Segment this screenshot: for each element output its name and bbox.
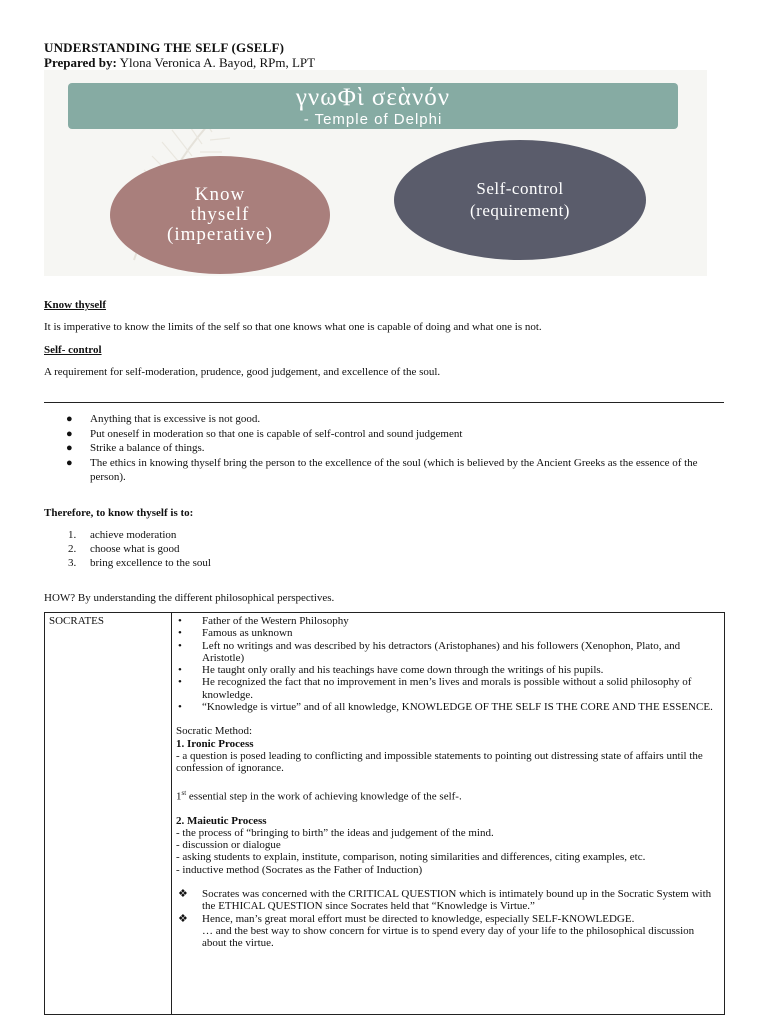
philosopher-details [172, 613, 725, 1015]
list-item: 2. choose what is good [68, 543, 180, 555]
list-item: ❖ Socrates was concerned with the CRITICAL QUESTION which is intimately bound up in the Socratic System with the ETHICAL QUESTION since Socrates held that “Knowledge is Virtue.” [178, 888, 712, 913]
maieutic-line: - discussion or dialogue [176, 839, 281, 852]
list-item: ● Anything that is excessive is not good. [66, 413, 261, 425]
know-thyself-oval [110, 156, 330, 274]
list-item: • He taught only orally and his teachings have come down through the writings of his pupils. [178, 664, 604, 677]
greek-inscription: γνωΦὶ σεὰνόν [295, 84, 451, 111]
ironic-process-title: 1. Ironic Process [176, 737, 254, 750]
greek-title-bar [68, 83, 678, 129]
closing-text: … and the best way to show concern for virtue is to spend every day of your life to the philosophical discussion about the virtue. [202, 924, 695, 950]
oval2-line2: (requirement) [470, 201, 570, 220]
socrates-facts [176, 615, 720, 713]
method-label: Socratic Method: [176, 725, 253, 738]
diamond-list [176, 888, 720, 949]
oval2-line1: Self-control [476, 179, 564, 198]
know-thyself-text: It is imperative to know the limits of the self so that one knows what one is capable of doing and what one is not. [44, 321, 542, 333]
philosopher-name: SOCRATES [45, 613, 172, 1015]
self-control-heading: Self- control [44, 344, 102, 356]
self-control-oval [394, 140, 646, 260]
maieutic-line: - inductive method (Socrates as the Father of Induction) [176, 863, 423, 876]
divider [44, 402, 724, 403]
prepared-by [44, 55, 315, 71]
ironic-process-text: - a question is posed leading to conflicting and impossible statements to pointing out distressing state of affairs until the confession of ignorance. [176, 749, 703, 775]
list-item: • Famous as unknown [178, 627, 293, 640]
prepared-label: Prepared by: [44, 55, 117, 70]
moderation-bullet-list [44, 412, 724, 485]
oval1-line3: (imperative) [167, 224, 273, 245]
delphi-banner [44, 70, 707, 276]
list-item: • “Knowledge is virtue” and of all knowledge, KNOWLEDGE OF THE SELF IS THE CORE AND THE ESSENCE. [178, 701, 713, 714]
oval1-line2: thyself [190, 204, 250, 225]
list-item: 1. achieve moderation [68, 529, 177, 541]
list-item: ● Put oneself in moderation so that one is capable of self-control and sound judgement [66, 427, 463, 440]
first-step-text: 1st essential step in the work of achieving knowledge of the self-. [176, 788, 462, 803]
maieutic-line: - the process of “bringing to birth” the ideas and judgement of the mind. [176, 826, 494, 839]
list-item: • Left no writings and was described by his detractors (Aristophanes) and his followers (Xenophon, Plato, and Aristotle) [178, 639, 681, 664]
therefore-numbered-list [44, 528, 211, 570]
table-row [45, 613, 725, 1015]
know-thyself-heading: Know thyself [44, 299, 107, 311]
list-item: ● Strike a balance of things. [66, 442, 205, 454]
author-name: Ylona Veronica A. Bayod, RPm, LPT [116, 55, 316, 70]
how-text: HOW? By understanding the different philosophical perspectives. [44, 592, 335, 604]
maieutic-process-title: 2. Maieutic Process [176, 814, 267, 827]
list-item: ❖ Hence, man’s great moral effort must be directed to knowledge, especially SELF-KNOWLEDGE. … and the best way to show concern for virtue is to spend every day of your life to the philosophical discussion about the virtue. [178, 912, 695, 950]
list-item: • He recognized the fact that no improvement in men’s lives and morals is possible without a solid philosophy of knowledge. [178, 676, 692, 701]
maieutic-line: - asking students to explain, institute, comparison, noting similarities and differences, citing examples, etc. [176, 851, 646, 864]
therefore-heading: Therefore, to know thyself is to: [44, 507, 194, 519]
self-control-text: A requirement for self-moderation, prudence, good judgement, and excellence of the soul. [44, 366, 441, 378]
list-item: 3. bring excellence to the soul [68, 557, 211, 569]
philosophers-table [44, 612, 725, 1015]
oval1-line1: Know [194, 184, 246, 205]
list-item: ● The ethics in knowing thyself bring the person to the excellence of the soul (which is believed by the Ancient Greeks as the essence of the person). [66, 456, 698, 483]
inscription-source: - Temple of Delphi [303, 111, 443, 128]
document-title: UNDERSTANDING THE SELF (GSELF) [44, 40, 285, 55]
list-item: • Father of the Western Philosophy [178, 615, 349, 627]
